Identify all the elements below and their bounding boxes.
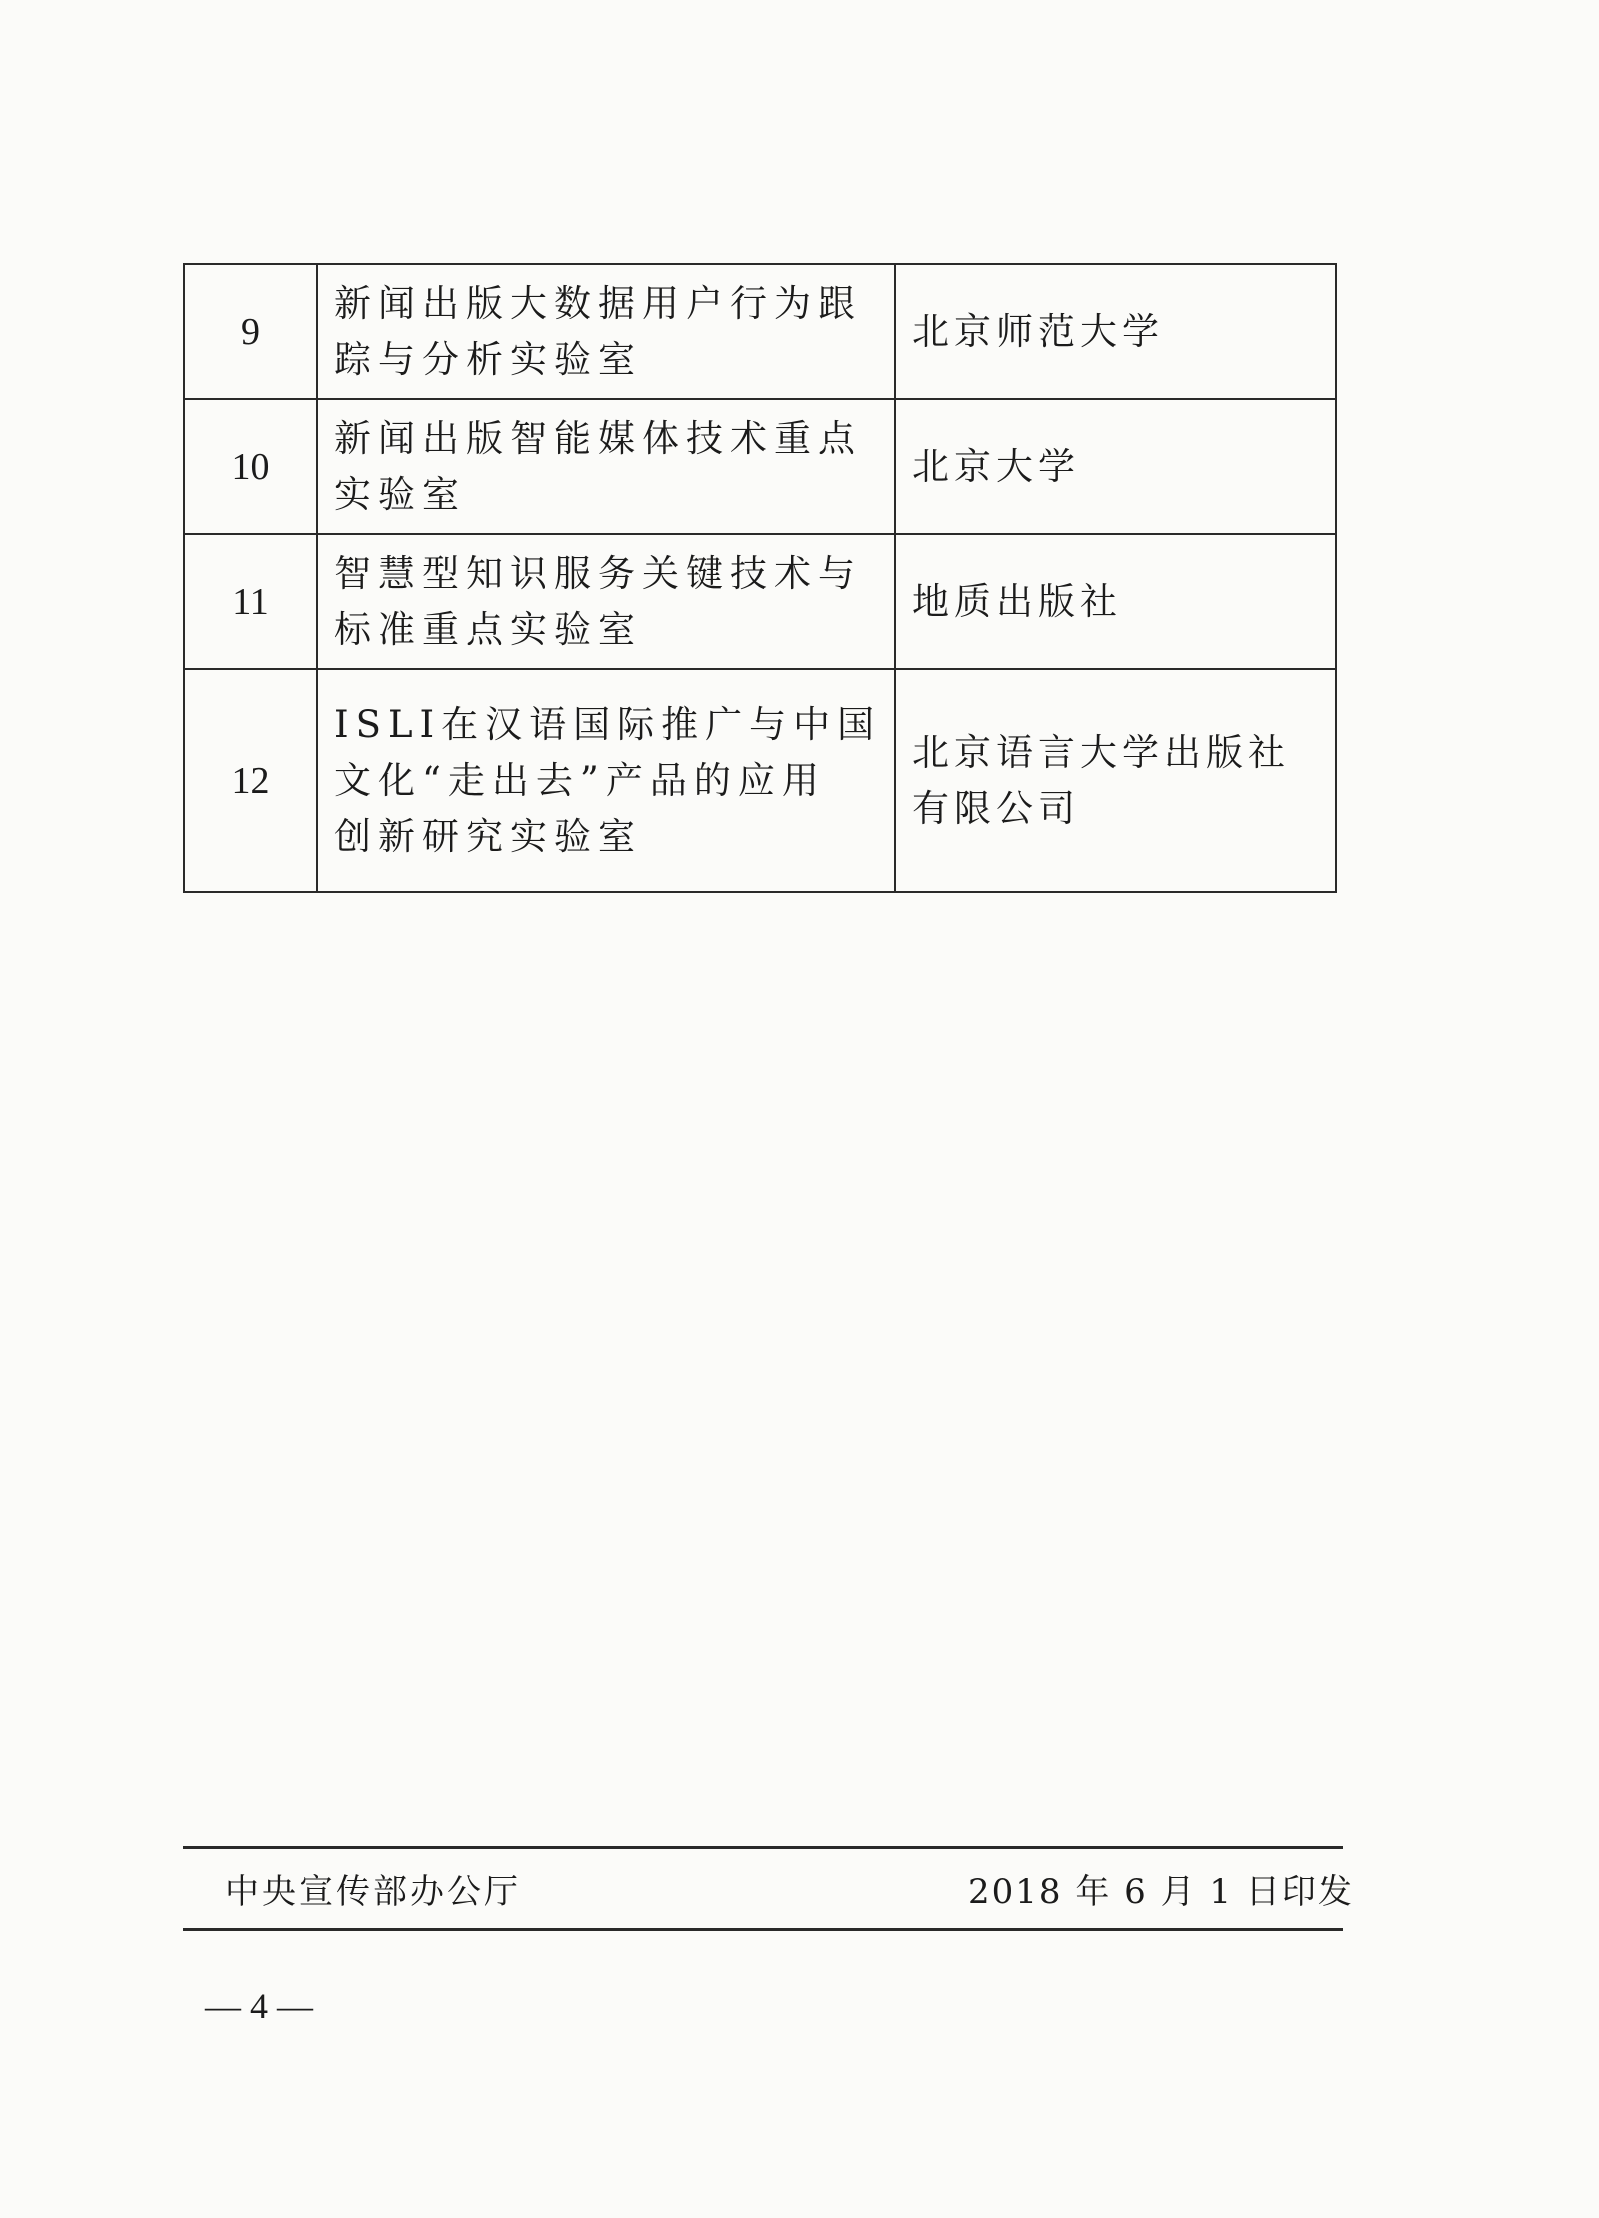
lab-name-line: ISLI在汉语国际推广与中国 xyxy=(334,702,882,746)
lab-name xyxy=(317,399,895,534)
lab-name-line: 标准重点实验室 xyxy=(334,607,642,651)
host-unit xyxy=(895,264,1336,399)
lab-name-line: 文化“走出去”产品的应用 xyxy=(334,758,826,802)
lab-name-line: 实验室 xyxy=(334,472,466,516)
lab-name xyxy=(317,534,895,669)
lab-name-line: 智慧型知识服务关键技术与 xyxy=(334,551,862,595)
footer-bottom-rule xyxy=(183,1928,1343,1931)
host-unit-line: 北京大学 xyxy=(912,444,1080,488)
lab-name-line: 创新研究实验室 xyxy=(334,814,642,858)
footer-top-rule xyxy=(183,1846,1343,1849)
host-unit xyxy=(895,669,1336,892)
page-number: — 4 — xyxy=(205,1986,313,2026)
table-row xyxy=(184,264,1336,399)
row-number: 12 xyxy=(184,669,317,892)
lab-name-line: 踪与分析实验室 xyxy=(334,337,642,381)
table-row xyxy=(184,399,1336,534)
host-unit-line: 地质出版社 xyxy=(912,579,1122,623)
lab-list-table xyxy=(183,263,1337,893)
row-number: 10 xyxy=(184,399,317,534)
issuer-name: 中央宣传部办公厅 xyxy=(225,1872,521,1912)
host-unit-line: 北京师范大学 xyxy=(912,309,1164,353)
host-unit xyxy=(895,399,1336,534)
lab-name xyxy=(317,669,895,892)
host-unit-line: 有限公司 xyxy=(912,786,1080,830)
row-number: 11 xyxy=(184,534,317,669)
lab-name xyxy=(317,264,895,399)
lab-name-line: 新闻出版大数据用户行为跟 xyxy=(334,281,862,325)
table-row xyxy=(184,669,1336,892)
issue-date: 2018 年 6 月 1 日印发 xyxy=(968,1872,1354,1912)
row-number: 9 xyxy=(184,264,317,399)
host-unit-line: 北京语言大学出版社 xyxy=(912,730,1290,774)
lab-name-line: 新闻出版智能媒体技术重点 xyxy=(334,416,862,460)
table-row xyxy=(184,534,1336,669)
host-unit xyxy=(895,534,1336,669)
